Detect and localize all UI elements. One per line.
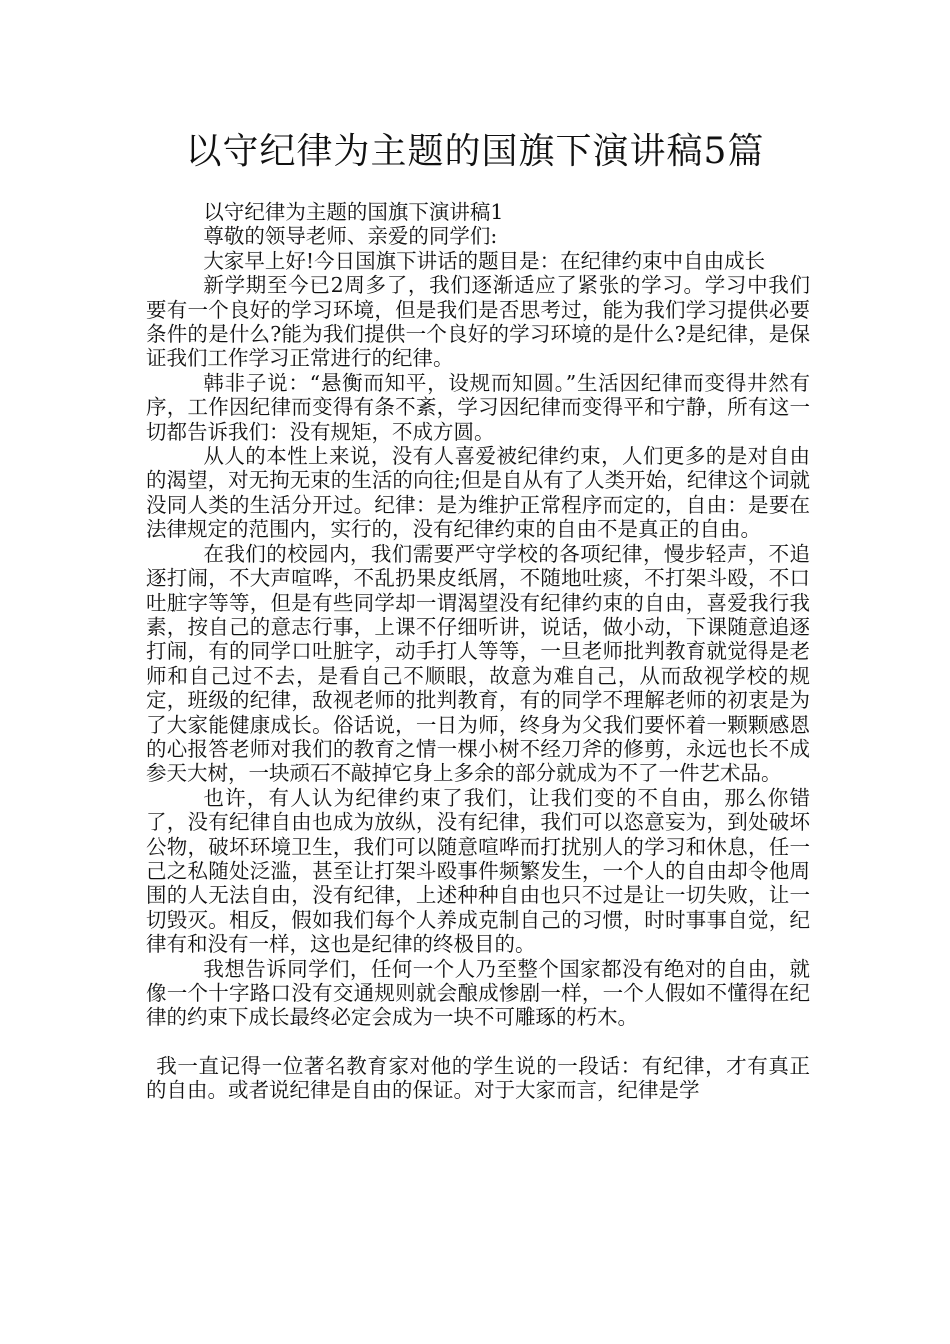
document-body (146, 200, 810, 1103)
paragraph: 韩非子说：“悬衡而知平，设规而知圆。”生活因纪律而变得井然有序，工作因纪律而变得有条不紊，学习因纪律而变得平和宁静，所有这一切都告诉我们：没有规矩，不成方圆。 (146, 370, 810, 444)
paragraph: 我一直记得一位著名教育家对他的学生说的一段话：有纪律，才有真正的自由。或者说纪律是自由的保证。对于大家而言，纪律是学 (146, 1053, 810, 1103)
paragraph: 在我们的校园内，我们需要严守学校的各项纪律，慢步轻声，不追逐打闹，不大声喧哗，不乱扔果皮纸屑，不随地吐痰，不打架斗殴，不口吐脏字等等，但是有些同学却一谓渴望没有纪律约束的自由，喜爱我行我素，按自己的意志行事，上课不仔细听讲，说话，做小动，下课随意追逐打闹，有的同学口吐脏字，动手打人等等，一旦老师批判教育就觉得是老师和自己过不去，是看自己不顺眼，故意为难自己，从而敌视学校的规定，班级的纪律，敌视老师的批判教育，有的同学不理解老师的初衷是为了大家能健康成长。俗话说，一日为师，终身为父我们要怀着一颗颗感恩的心报答老师对我们的教育之情一棵小树不经刀斧的修剪，永远也长不成参天大树，一块顽石不敲掉它身上多余的部分就成为不了一件艺术品。 (146, 541, 810, 786)
paragraph: 我想告诉同学们，任何一个人乃至整个国家都没有绝对的自由，就像一个十字路口没有交通规则就会酿成惨剧一样，一个人假如不懂得在纪律的约束下成长最终必定会成为一块不可雕琢的朽木。 (146, 956, 810, 1030)
paragraph-greeting: 大家早上好!今日国旗下讲话的题目是：在纪律约束中自由成长 (203, 248, 766, 273)
paragraph: 从人的本性上来说，没有人喜爱被纪律约束，人们更多的是对自由的渴望，对无拘无束的生活的向往;但是自从有了人类开始，纪律这个词就没同人类的生活分开过。纪律：是为维护正常程序而定的，自由：是要在法律规定的范围内，实行的，没有纪律约束的自由不是真正的自由。 (146, 444, 810, 542)
paragraph: 新学期至今已2周多了，我们逐渐适应了紧张的学习。学习中我们要有一个良好的学习环境，但是我们是否思考过，能为我们学习提供必要条件的是什么?能为我们提供一个良好的学习环境的是什么?是纪律，是保证我们工作学习正常进行的纪律。 (146, 273, 810, 371)
paragraph: 也许，有人认为纪律约束了我们，让我们变的不自由，那么你错了，没有纪律自由也成为放纵，没有纪律，我们可以恣意妄为，到处破坏公物，破坏环境卫生，我们可以随意喧哗而打扰别人的学习和休息，任一己之私随处泛滥，甚至让打架斗殴事件频繁发生，一个人的自由却令他周围的人无法自由，没有纪律，上述种种自由也只不过是让一切失败，让一切毁灭。相反，假如我们每个人养成克制自己的习惯，时时事事自觉，纪律有和没有一样，这也是纪律的终极目的。 (146, 785, 810, 957)
speech-heading: 以守纪律为主题的国旗下演讲稿1 (203, 200, 504, 224)
salutation: 尊敬的领导老师、亲爱的同学们: (203, 224, 498, 249)
document-title: 以守纪律为主题的国旗下演讲稿5篇 (185, 131, 765, 172)
